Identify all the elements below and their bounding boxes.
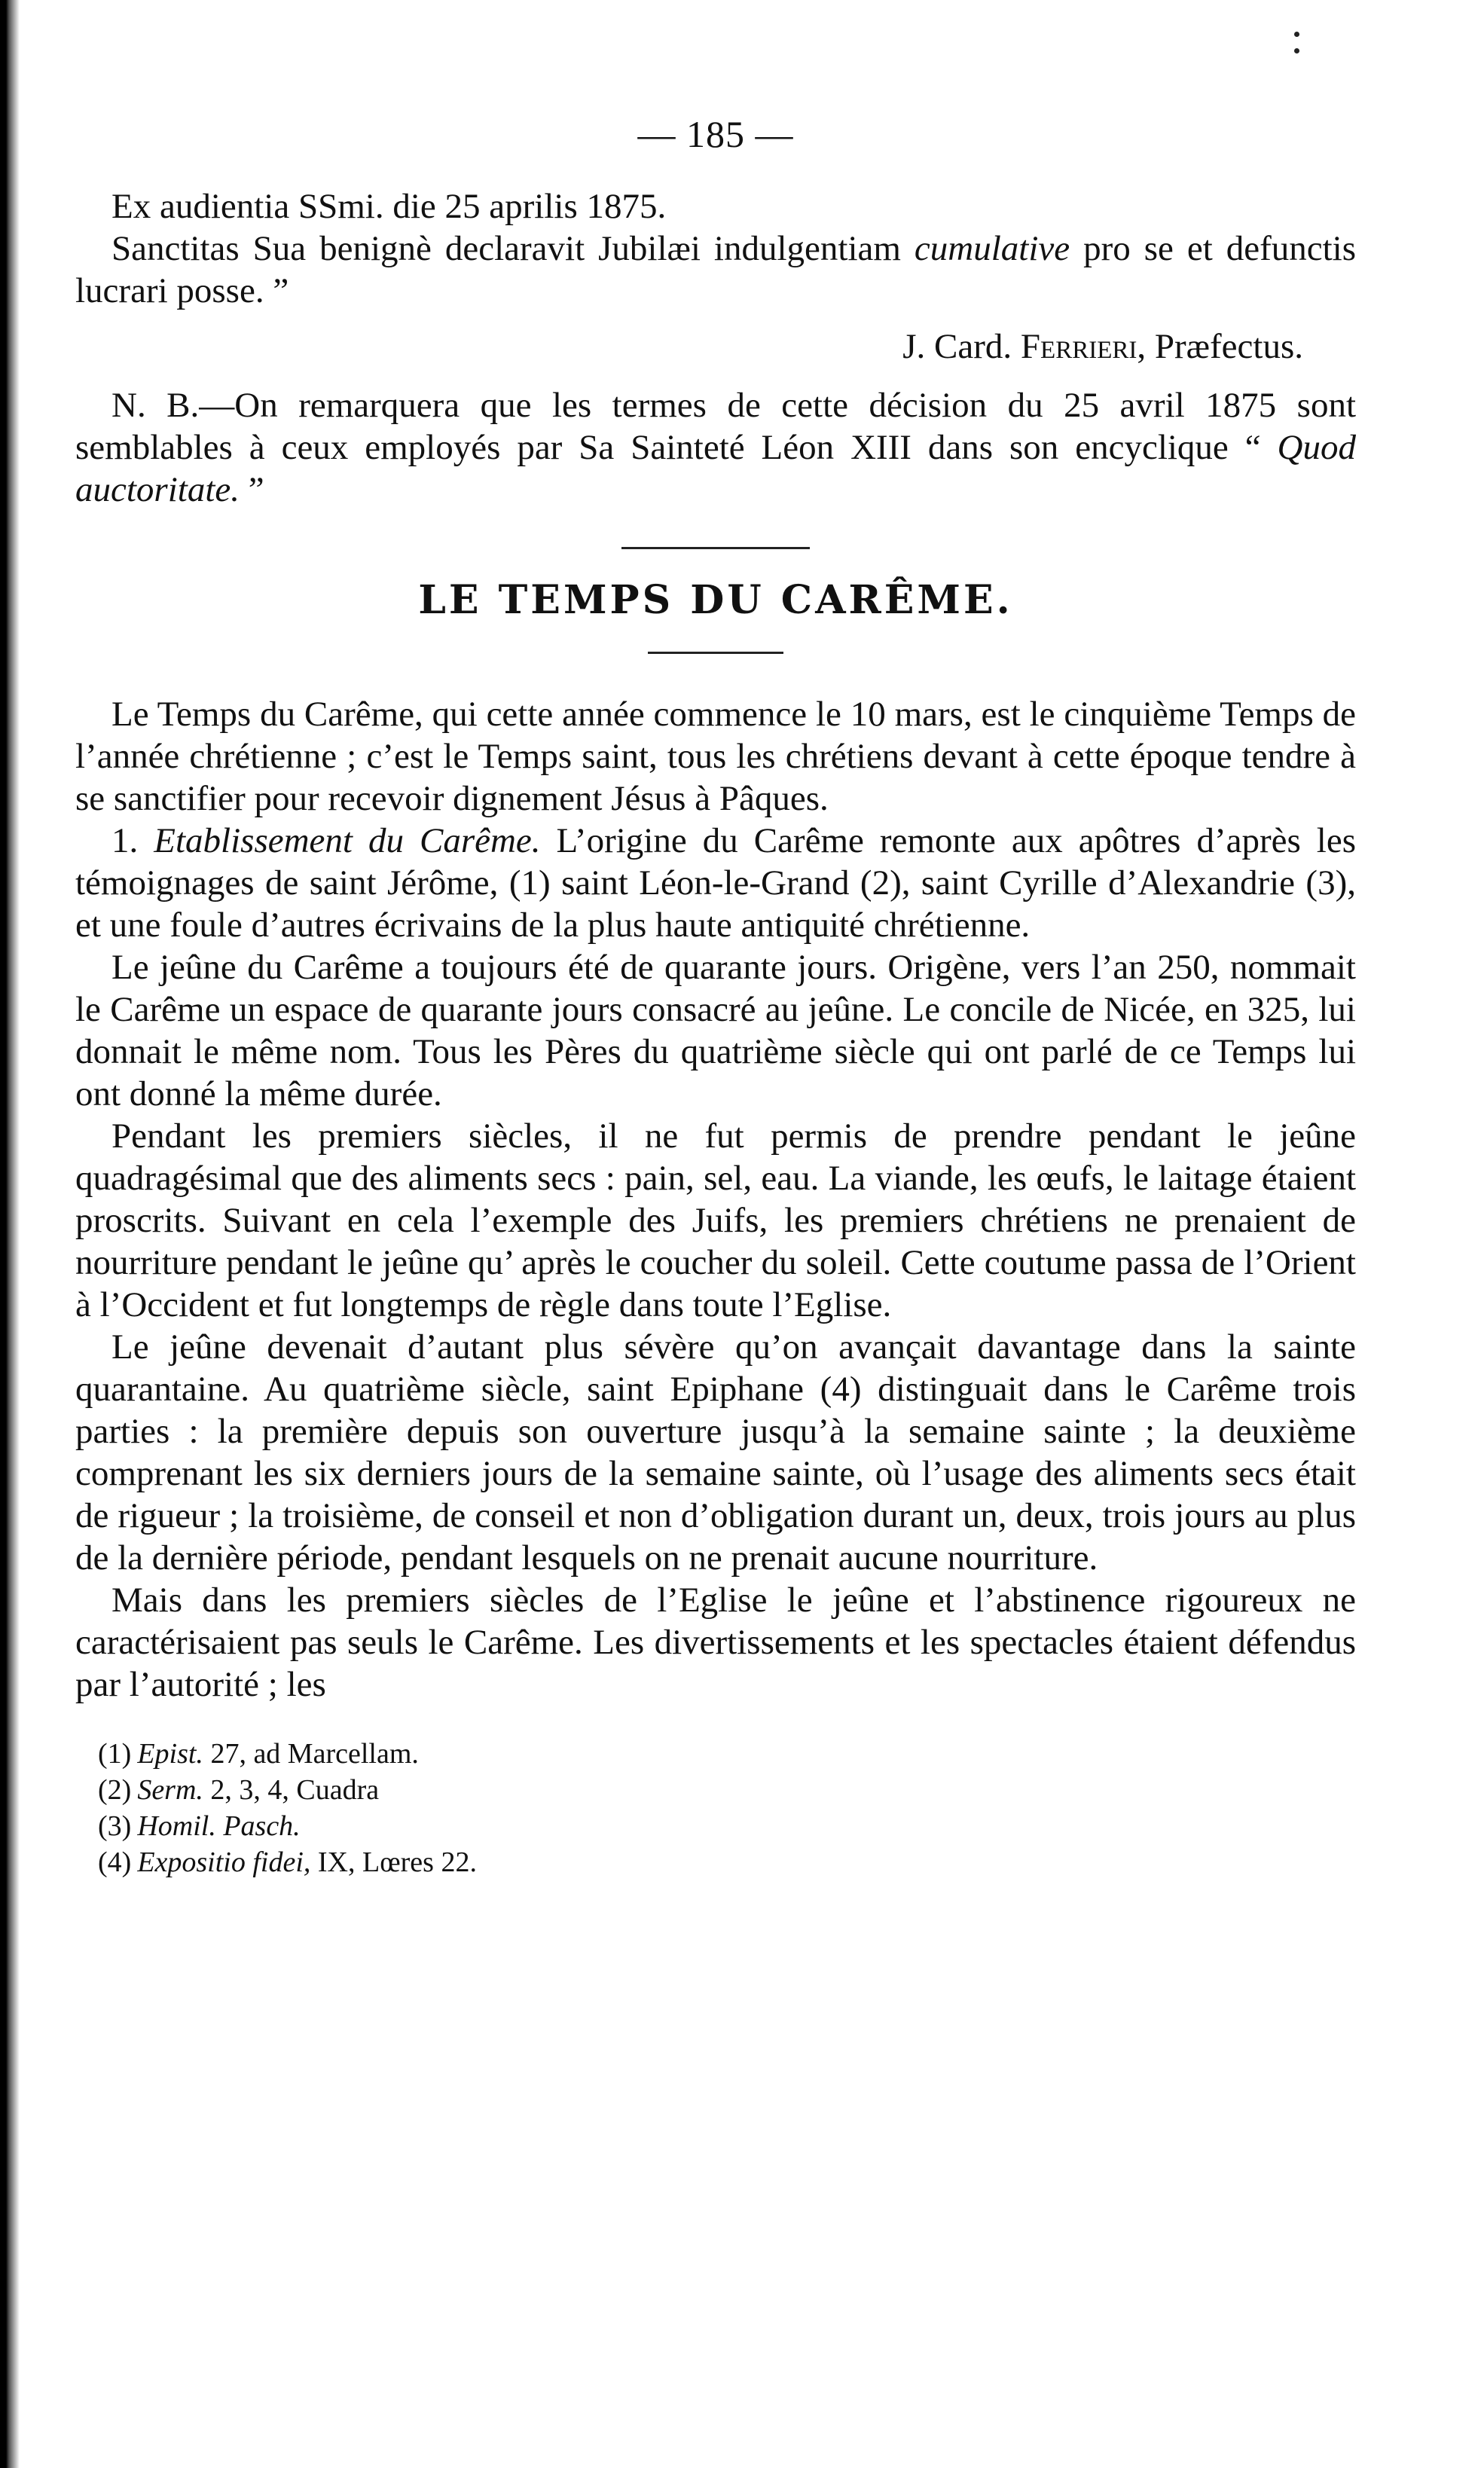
speck-mark — [1294, 32, 1299, 37]
nota-bene-part2: ” — [240, 470, 264, 509]
footnote-italic: Expositio fidei, — [137, 1846, 311, 1878]
footnotes — [75, 1736, 1356, 1880]
decree-text — [75, 228, 1356, 312]
paragraph-early-centuries: Pendant les premiers siècles, il ne fut permis de prendre pendant le jeûne quadragésimal que des aliments secs : pain, sel, eau. La viande, les œufs, le laitage étaient proscrits. Suivant en cela l’exemple des Juifs, les premiers chrétiens ne prenaient de nourriture pendant le jeûne qu’ après le coucher du soleil. Cette coutume passa de l’Orient à l’Occident et fut longtemps de règle dans toute l’Eglise. — [75, 1116, 1356, 1324]
decree-block — [75, 185, 1356, 368]
document-page — [75, 113, 1356, 1880]
footnote-mark: (1) — [98, 1738, 132, 1770]
paragraph-number: 1. — [111, 821, 154, 860]
decree-text-italic: cumulative — [914, 229, 1070, 268]
paragraph-establishment-text: L’origine du Carême remonte aux apôtres d’après les témoignages de saint Jérôme, (1) saint Léon-le-Grand (2), saint Cyrille d’Alexandrie (3), et une foule d’autres écrivains de la plus haute antiquité chrétienne. — [75, 821, 1356, 945]
footnote — [98, 1772, 1356, 1808]
nota-bene — [75, 384, 1356, 511]
footnote — [98, 1736, 1356, 1772]
footnote-text: 27, ad Marcellam. — [203, 1738, 419, 1770]
paragraph-intro: Le Temps du Carême, qui cette année commence le 10 mars, est le cinquième Temps de l’année chrétienne ; c’est le Temps saint, tous les chrétiens devant à cette époque tendre à se sanctifier pour recevoir dignement Jésus à Pâques. — [75, 695, 1356, 818]
footnote-italic: Homil. Pasch. — [137, 1810, 301, 1842]
title-underline-rule — [648, 652, 783, 654]
footnote-italic: Serm. — [137, 1774, 203, 1806]
nota-bene-italic: Quod auctoritate. — [75, 428, 1356, 509]
footnote — [98, 1844, 1356, 1880]
body-text — [75, 693, 1356, 1706]
section-title: LE TEMPS DU CARÊME. — [418, 577, 1013, 623]
nota-bene-part1: N. B.—On remarquera que les termes de cette décision du 25 avril 1875 sont semblables à ceux employés par Sa Sainteté Léon XIII dans son encyclique “ — [75, 386, 1356, 467]
signature-prefix: J. Card. — [902, 327, 1021, 366]
footnote — [98, 1808, 1356, 1844]
footnote-text: IX, Lœres 22. — [310, 1846, 477, 1878]
footnote-mark: (2) — [98, 1774, 132, 1806]
footnote-text: 2, 3, 4, Cuadra — [203, 1774, 380, 1806]
footnote-mark: (3) — [98, 1810, 132, 1842]
page-number: — 185 — — [637, 113, 794, 155]
book-binding-edge — [0, 0, 20, 2468]
paragraph-fasting-severity: Le jeûne devenait d’autant plus sévère qu’on avançait davantage dans la sainte quarantaine. Au quatrième siècle, saint Epiphane (4) distinguait dans le Carême trois parties : la première depuis son ouverture jusqu’à la semaine sainte ; la deuxième comprenant les six derniers jours de la semaine sainte, où l’usage des aliments secs était de rigueur ; la troisième, de conseil et non d’obligation durant un, deux, trois jours au plus de la dernière période, pendant lesquels on ne prenait aucune nourriture. — [75, 1327, 1356, 1578]
decree-text-part1: Sanctitas Sua benignè declaravit Jubilæi indulgentiam — [111, 229, 915, 268]
signature-title: , Præfectus. — [1137, 327, 1303, 366]
paragraph-establishment — [75, 820, 1356, 946]
speck-mark — [1294, 48, 1299, 53]
footnote-italic: Epist. — [137, 1738, 203, 1770]
footnote-mark: (4) — [98, 1846, 132, 1878]
decree-text-part2: pro se et defunctis lucrari posse. ” — [75, 229, 1356, 310]
decree-line: Ex audientia SSmi. die 25 aprilis 1875. — [111, 187, 667, 226]
signature — [75, 325, 1303, 368]
paragraph-duration: Le jeûne du Carême a toujours été de quarante jours. Origène, vers l’an 250, nommait le Carême un espace de quarante jours consacré au jeûne. Le concile de Nicée, en 325, lui donnait le même nom. Tous les Pères du quatrième siècle qui ont parlé de ce Temps lui ont donné la même durée. — [75, 948, 1356, 1113]
separator-rule — [621, 547, 810, 549]
signature-name: Ferrieri — [1020, 327, 1137, 366]
paragraph-abstinence: Mais dans les premiers siècles de l’Eglise le jeûne et l’abstinence rigoureux ne caractérisaient pas seuls le Carême. Les divertissements et les spectacles étaient défendus par l’autorité ; les — [75, 1581, 1356, 1704]
paragraph-heading-italic: Etablissement du Carême. — [154, 821, 541, 860]
